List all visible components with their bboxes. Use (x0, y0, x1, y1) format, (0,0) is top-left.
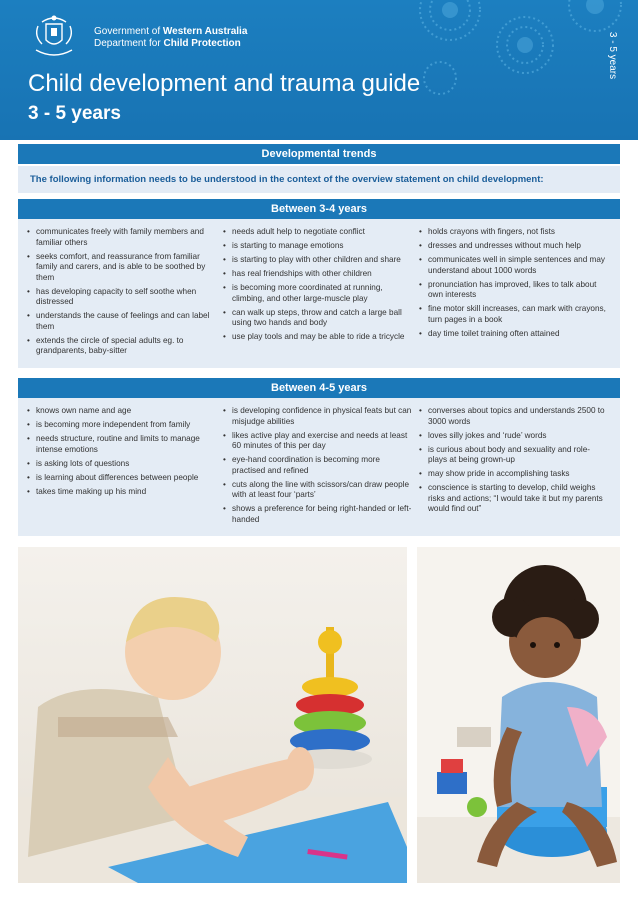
list-item: • is developing confidence in physical feats but can misjudge abilities (222, 406, 412, 427)
photo-child-potty (417, 547, 620, 883)
list-item: • is learning about differences between people (26, 473, 216, 484)
list-item: • seeks comfort, and reassurance from familiar family and carers, and is able to be soothed by them (26, 252, 216, 284)
list-item: • is starting to play with other children and share (222, 255, 412, 266)
list-item: • knows own name and age (26, 406, 216, 417)
list-item: • likes active play and exercise and needs at least 60 minutes of this per day (222, 431, 412, 452)
photo-child-drawing (18, 547, 407, 883)
list-item: • takes time making up his mind (26, 487, 216, 498)
list-item: • is curious about body and sexuality and role-plays at being grown-up (418, 445, 608, 466)
list-item: • shows a preference for being right-handed or left-handed (222, 504, 412, 525)
list-item: • has real friendships with other children (222, 269, 412, 280)
list-item: • needs structure, routine and limits to manage intense emotions (26, 434, 216, 455)
list-item: • holds crayons with fingers, not fists (418, 227, 608, 238)
list-item: • is asking lots of questions (26, 459, 216, 470)
list-item: • loves silly jokes and ‘rude’ words (418, 431, 608, 442)
list-item: • is starting to manage emotions (222, 241, 412, 252)
side-age-tab: 3 - 5 years (607, 31, 619, 79)
list-item: • dresses and undresses without much help (418, 241, 608, 252)
section-3-4-heading: Between 3-4 years (18, 199, 620, 219)
list-item: • is becoming more independent from family (26, 420, 216, 431)
context-statement: The following information needs to be understood in the context of the overview statement on child development: (18, 166, 620, 193)
page-subtitle: 3 - 5 years (28, 103, 121, 124)
section-3-4-col-1 (26, 227, 222, 368)
section-4-5-heading: Between 4-5 years (18, 378, 620, 398)
developmental-trends-heading: Developmental trends (18, 144, 620, 164)
list-item: • cuts along the line with scissors/can draw people with at least four ‘parts’ (222, 480, 412, 501)
list-item: • eye-hand coordination is becoming more practised and refined (222, 455, 412, 476)
list-item: • pronunciation has improved, likes to talk about own interests (418, 280, 608, 301)
list-item: • use play tools and may be able to ride a tricycle (222, 332, 412, 343)
list-item: • is becoming more coordinated at running, climbing, and other large-muscle play (222, 283, 412, 304)
section-3-4-col-3 (418, 227, 614, 368)
list-item: • converses about topics and understands 2500 to 3000 words (418, 406, 608, 427)
wa-crest-icon (28, 12, 80, 58)
list-item: • extends the circle of special adults eg. to grandparents, baby-sitter (26, 336, 216, 357)
page-header (0, 0, 638, 140)
list-item: • may show pride in accomplishing tasks (418, 469, 608, 480)
list-item: • day time toilet training often attained (418, 329, 608, 340)
list-item: • communicates well in simple sentences and may understand about 1000 words (418, 255, 608, 276)
section-4-5-panel (18, 398, 620, 536)
list-item: • communicates freely with family members and familiar others (26, 227, 216, 248)
section-3-4-col-2 (222, 227, 418, 368)
list-item: • fine motor skill increases, can mark with crayons, turn pages in a book (418, 304, 608, 325)
government-name: Government of Western Australia Department for Child Protection (94, 26, 248, 49)
section-4-5-col-3 (418, 406, 614, 536)
list-item: • needs adult help to negotiate conflict (222, 227, 412, 238)
section-3-4-panel (18, 219, 620, 368)
list-item: • has developing capacity to self soothe when distressed (26, 287, 216, 308)
section-4-5-col-1 (26, 406, 222, 536)
page-title: Child development and trauma guide (28, 70, 421, 97)
section-4-5-col-2 (222, 406, 418, 536)
list-item: • understands the cause of feelings and can label them (26, 311, 216, 332)
list-item: • conscience is starting to develop, child weighs risks and actions; “I would take it but my parents would find out” (418, 483, 608, 515)
list-item: • can walk up steps, throw and catch a large ball using two hands and body (222, 308, 412, 329)
